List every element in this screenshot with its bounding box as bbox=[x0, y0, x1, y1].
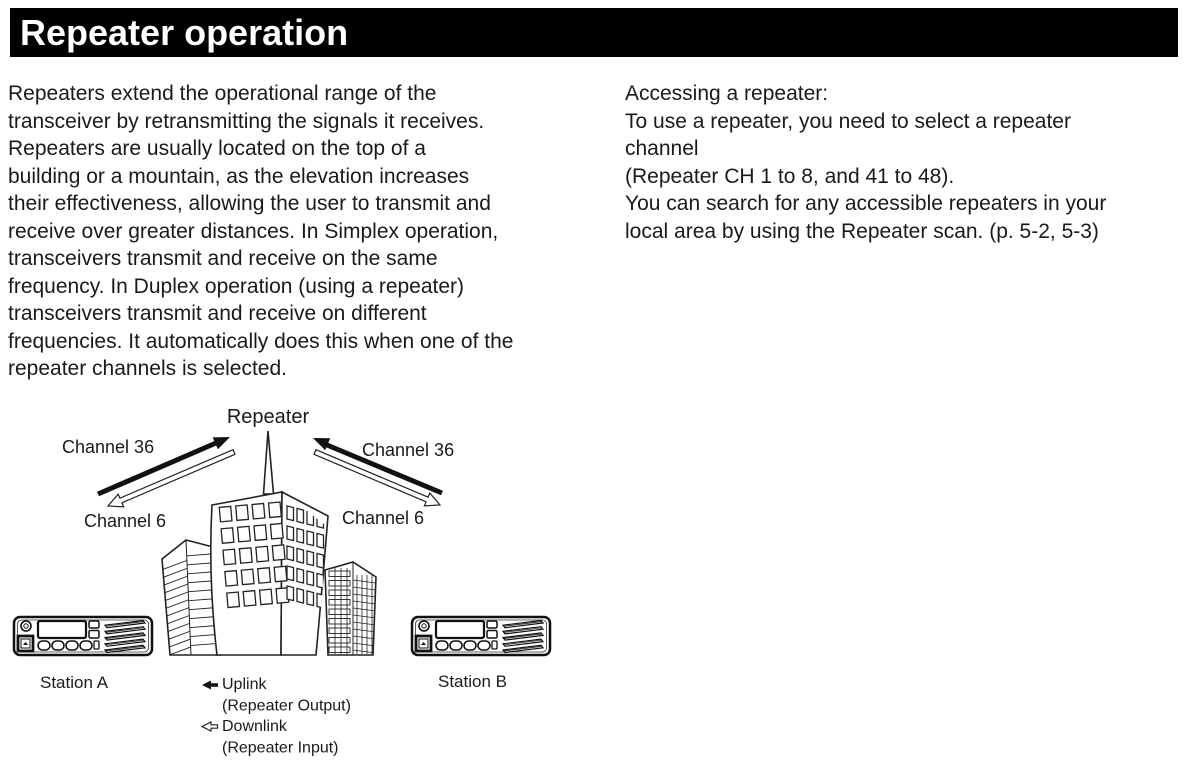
text-line: receive over greater distances. In Simplex operation, bbox=[8, 219, 499, 243]
antenna-spire bbox=[264, 431, 274, 494]
uplink-solid-arrow-icon bbox=[202, 681, 218, 690]
legend-downlink-label: Downlink bbox=[222, 718, 287, 735]
text-line: frequency. In Duplex operation (using a repeater) bbox=[8, 274, 465, 298]
repeater-label: Repeater bbox=[226, 406, 310, 428]
repeater-diagram bbox=[0, 400, 570, 768]
downlink-hollow-arrow-icon bbox=[202, 722, 218, 731]
channel-6-left-label: Channel 6 bbox=[84, 511, 167, 531]
channel-36-left-label: Channel 36 bbox=[62, 437, 155, 457]
diagram-legend bbox=[202, 676, 351, 757]
accessing-repeater-paragraph bbox=[625, 80, 1185, 245]
channel-6-right-label: Channel 6 bbox=[342, 508, 425, 528]
station-b-radio bbox=[412, 617, 550, 655]
text-line: Accessing a repeater: bbox=[625, 82, 829, 105]
text-line: To use a repeater, you need to select a repeater bbox=[625, 109, 1071, 133]
text-line: local area by using the Repeater scan. (p. 5-2, 5-3) bbox=[625, 219, 1099, 243]
downlink-arrow-left bbox=[108, 450, 235, 507]
text-line: transceivers transmit and receive on the same bbox=[8, 247, 438, 270]
channel-36-right-label: Channel 36 bbox=[362, 440, 455, 460]
text-line: their effectiveness, allowing the user to transmit and bbox=[8, 192, 491, 215]
text-line: (Repeater CH 1 to 8, and 41 to 48). bbox=[625, 164, 955, 188]
station-b-label: Station B bbox=[438, 672, 507, 691]
page-header bbox=[10, 8, 1178, 57]
page-title: Repeater operation bbox=[20, 11, 349, 53]
legend-uplink-label: Uplink bbox=[222, 676, 267, 693]
station-a-radio bbox=[14, 617, 152, 655]
legend-uplink-sub: (Repeater Output) bbox=[222, 697, 351, 715]
repeater-building bbox=[211, 431, 328, 655]
station-a-label: Station A bbox=[40, 673, 109, 692]
right-building bbox=[325, 562, 376, 655]
text-line: transceivers transmit and receive on different bbox=[8, 302, 427, 325]
text-line: Repeaters extend the operational range of the bbox=[8, 82, 437, 105]
text-line: transceiver by retransmitting the signals it receives. bbox=[8, 109, 485, 133]
text-line: channel bbox=[625, 137, 699, 160]
intro-paragraph bbox=[8, 80, 608, 383]
text-line: You can search for any accessible repeaters in your bbox=[625, 192, 1107, 215]
text-line: repeater channels is selected. bbox=[8, 357, 287, 380]
legend-downlink-sub: (Repeater Input) bbox=[222, 739, 339, 757]
text-line: Repeaters are usually located on the top of a bbox=[8, 137, 426, 160]
text-line: frequencies. It automatically does this when one of the bbox=[8, 329, 514, 353]
text-line: building or a mountain, as the elevation increases bbox=[8, 164, 470, 188]
